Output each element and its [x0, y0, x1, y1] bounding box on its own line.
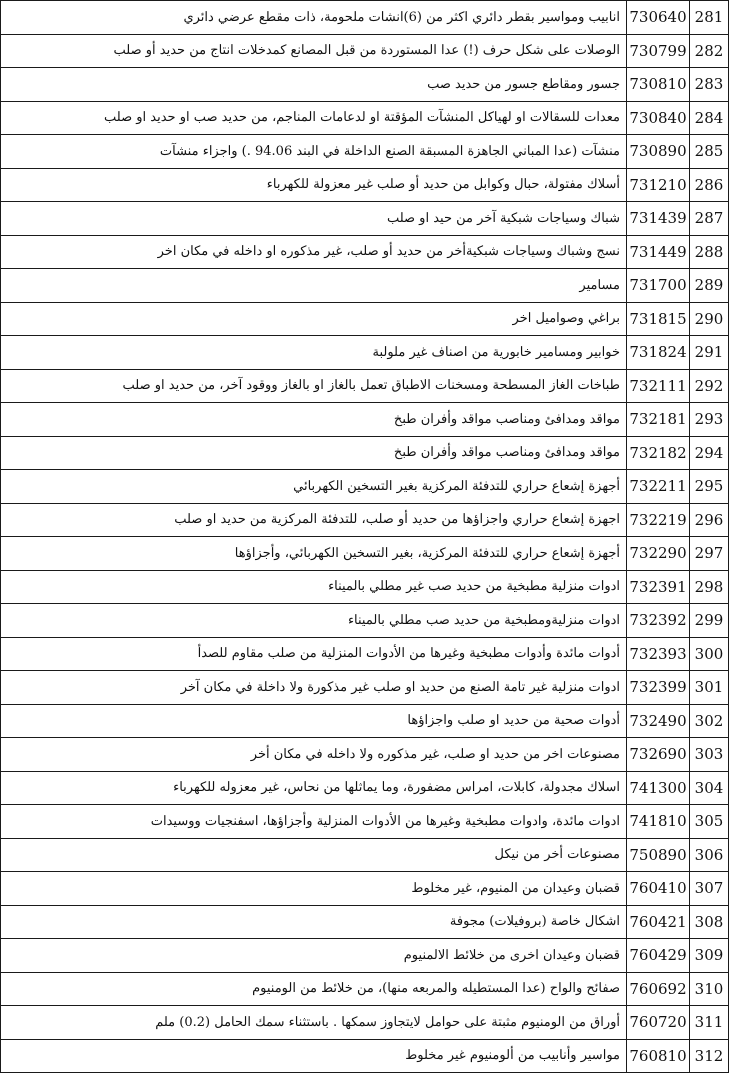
item-code: 731439: [627, 202, 690, 236]
item-code: 730640: [627, 1, 690, 35]
row-number: 310: [690, 972, 729, 1006]
item-code: 750890: [627, 838, 690, 872]
table-row: [1, 704, 729, 738]
item-description: مواقد ومدافئ ومناصب مواقد وأفران طبخ: [1, 436, 627, 470]
row-number: 307: [690, 872, 729, 906]
row-number: 301: [690, 671, 729, 705]
row-number: 299: [690, 604, 729, 638]
table-row: [1, 872, 729, 906]
table-row: [1, 34, 729, 68]
item-code: 730799: [627, 34, 690, 68]
row-number: 297: [690, 537, 729, 571]
item-description: معدات للسقالات او لهياكل المنشآت المؤقتة او لدعامات المناجم، من حديد صب او حديد او صلب: [1, 101, 627, 135]
item-code: 760429: [627, 939, 690, 973]
table-row: [1, 972, 729, 1006]
item-code: 732111: [627, 369, 690, 403]
table-row: [1, 202, 729, 236]
row-number: 292: [690, 369, 729, 403]
table-row: [1, 403, 729, 437]
row-number: 282: [690, 34, 729, 68]
table-row: [1, 235, 729, 269]
item-description: شباك وسياجات شبكية آخر من حيد او صلب: [1, 202, 627, 236]
row-number: 303: [690, 738, 729, 772]
item-description: أجهزة إشعاع حراري للتدفئة المركزية بغير التسخين الكهربائي: [1, 470, 627, 504]
item-description: نسج وشباك وسياجات شبكيةأخر من حديد أو صلب، غير مذكوره او داخله في مكان اخر: [1, 235, 627, 269]
item-code: 760720: [627, 1006, 690, 1040]
row-number: 281: [690, 1, 729, 35]
row-number: 298: [690, 570, 729, 604]
item-description: ادوات منزليةومطبخية من حديد صب مطلي بالميناء: [1, 604, 627, 638]
item-description: أدوات صحية من حديد او صلب واجزاؤها: [1, 704, 627, 738]
table-row: [1, 570, 729, 604]
table-row: [1, 369, 729, 403]
item-description: منشآت (عدا المباني الجاهزة المسبقة الصنع الداخلة في البند 94.06 .) واجزاء منشآت: [1, 135, 627, 169]
row-number: 295: [690, 470, 729, 504]
item-description: مسامير: [1, 269, 627, 303]
table-row: [1, 805, 729, 839]
item-description: ادوات مائدة، وادوات مطبخية وغيرها من الأدوات المنزلية وأجزاؤها، اسفنجيات ووسيدات: [1, 805, 627, 839]
item-description: طباخات الغاز المسطحة ومسخنات الاطباق تعمل بالغاز او بالغاز ووقود آخر، من حديد او صلب: [1, 369, 627, 403]
table-row: [1, 68, 729, 102]
row-number: 296: [690, 503, 729, 537]
row-number: 291: [690, 336, 729, 370]
item-code: 731210: [627, 168, 690, 202]
table-row: [1, 637, 729, 671]
row-number: 284: [690, 101, 729, 135]
item-code: 730810: [627, 68, 690, 102]
item-code: 760810: [627, 1039, 690, 1073]
item-description: صفائح والواح (عدا المستطيله والمربعه منها)، من خلائط من الومنيوم: [1, 972, 627, 1006]
item-description: مواسير وأنابيب من ألومنيوم غير مخلوط: [1, 1039, 627, 1073]
table-row: [1, 302, 729, 336]
item-code: 760421: [627, 905, 690, 939]
table-row: [1, 1006, 729, 1040]
row-number: 290: [690, 302, 729, 336]
row-number: 300: [690, 637, 729, 671]
table-row: [1, 436, 729, 470]
item-description: أجهزة إشعاع حراري للتدفئة المركزية، بغير التسخين الكهربائي، وأجزاؤها: [1, 537, 627, 571]
row-number: 302: [690, 704, 729, 738]
row-number: 285: [690, 135, 729, 169]
item-description: انابيب ومواسير بقطر دائري اكثر من (6)انشات ملحومة، ذات مقطع عرضي دائري: [1, 1, 627, 35]
row-number: 289: [690, 269, 729, 303]
row-number: 294: [690, 436, 729, 470]
item-description: ادوات منزلية غير تامة الصنع من حديد او صلب غير مذكورة ولا داخلة في مكان آخر: [1, 671, 627, 705]
tariff-table-body: [1, 1, 729, 1073]
row-number: 308: [690, 905, 729, 939]
item-code: 741300: [627, 771, 690, 805]
row-number: 288: [690, 235, 729, 269]
row-number: 283: [690, 68, 729, 102]
table-row: [1, 1039, 729, 1073]
item-code: 732690: [627, 738, 690, 772]
item-code: 732182: [627, 436, 690, 470]
item-description: جسور ومقاطع جسور من حديد صب: [1, 68, 627, 102]
row-number: 305: [690, 805, 729, 839]
table-row: [1, 101, 729, 135]
row-number: 309: [690, 939, 729, 973]
item-description: أوراق من الومنيوم مثبتة على حوامل لايتجاوز سمكها . باستثناء سمك الحامل (0.2) ملم: [1, 1006, 627, 1040]
table-row: [1, 503, 729, 537]
item-description: اشكال خاصة (بروفيلات) مجوفة: [1, 905, 627, 939]
item-description: الوصلات على شكل حرف (!) عدا المستوردة من قبل المصانع كمدخلات انتاج من حديد أو صلب: [1, 34, 627, 68]
row-number: 312: [690, 1039, 729, 1073]
item-code: 732399: [627, 671, 690, 705]
table-row: [1, 905, 729, 939]
row-number: 293: [690, 403, 729, 437]
item-description: اسلاك مجدولة، كابلات، امراس مضفورة، وما يماثلها من نحاس، غير معزوله للكهرباء: [1, 771, 627, 805]
row-number: 311: [690, 1006, 729, 1040]
item-code: 731824: [627, 336, 690, 370]
item-description: مواقد ومدافئ ومناصب مواقد وأفران طبخ: [1, 403, 627, 437]
item-description: اجهزة إشعاع حراري واجزاؤها من حديد أو صلب، للتدفئة المركزية من حديد او صلب: [1, 503, 627, 537]
table-row: [1, 838, 729, 872]
item-description: أدوات مائدة وأدوات مطبخية وغيرها من الأدوات المنزلية من صلب مقاوم للصدأ: [1, 637, 627, 671]
table-row: [1, 537, 729, 571]
item-code: 731815: [627, 302, 690, 336]
item-code: 732393: [627, 637, 690, 671]
item-description: ادوات منزلية مطبخية من حديد صب غير مطلي بالميناء: [1, 570, 627, 604]
row-number: 306: [690, 838, 729, 872]
item-code: 730890: [627, 135, 690, 169]
table-row: [1, 939, 729, 973]
item-code: 732290: [627, 537, 690, 571]
item-description: أسلاك مفتولة، حبال وكوابل من حديد أو صلب غير معزولة للكهرباء: [1, 168, 627, 202]
item-code: 732181: [627, 403, 690, 437]
item-description: مصنوعات اخر من حديد او صلب، غير مذكوره ولا داخله في مكان أخر: [1, 738, 627, 772]
item-description: براغي وصواميل اخر: [1, 302, 627, 336]
item-code: 731700: [627, 269, 690, 303]
table-row: [1, 604, 729, 638]
table-row: [1, 771, 729, 805]
item-description: قضبان وعيدان من المنيوم، غير مخلوط: [1, 872, 627, 906]
table-row: [1, 1, 729, 35]
table-row: [1, 135, 729, 169]
item-code: 732490: [627, 704, 690, 738]
item-code: 732219: [627, 503, 690, 537]
item-description: مصنوعات أخر من نيكل: [1, 838, 627, 872]
item-code: 732391: [627, 570, 690, 604]
table-row: [1, 336, 729, 370]
item-code: 730840: [627, 101, 690, 135]
item-code: 741810: [627, 805, 690, 839]
table-row: [1, 269, 729, 303]
table-row: [1, 671, 729, 705]
item-code: 732392: [627, 604, 690, 638]
item-code: 732211: [627, 470, 690, 504]
row-number: 304: [690, 771, 729, 805]
item-code: 731449: [627, 235, 690, 269]
item-description: خوابير ومسامير خابورية من اصناف غير ملولبة: [1, 336, 627, 370]
table-row: [1, 470, 729, 504]
item-description: قضبان وعيدان اخرى من خلائط الالمنيوم: [1, 939, 627, 973]
row-number: 287: [690, 202, 729, 236]
table-row: [1, 168, 729, 202]
table-row: [1, 738, 729, 772]
item-code: 760692: [627, 972, 690, 1006]
row-number: 286: [690, 168, 729, 202]
item-code: 760410: [627, 872, 690, 906]
